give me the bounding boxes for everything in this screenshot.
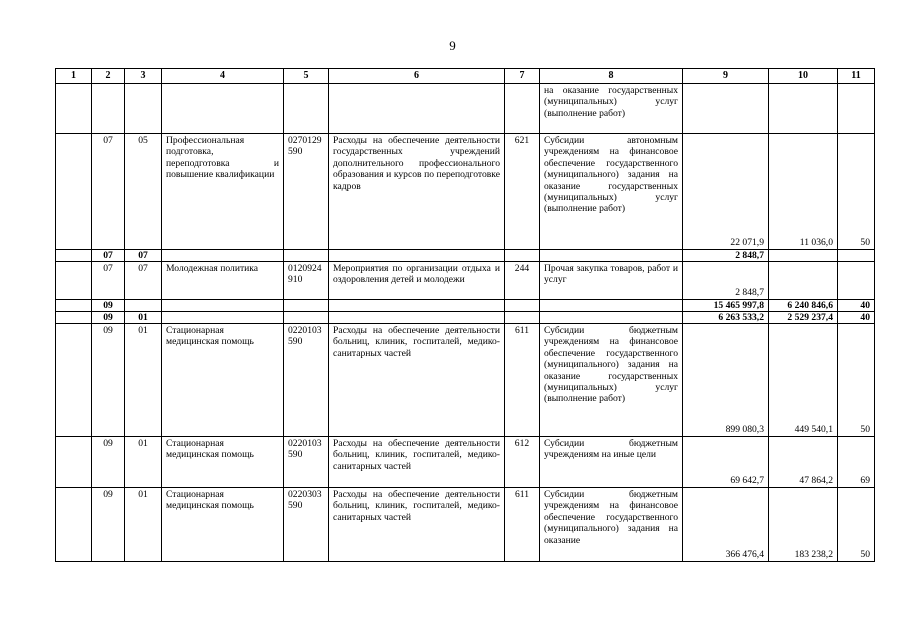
- cell-col1: [56, 250, 92, 262]
- cell-col1: [56, 324, 92, 437]
- cell-purpose: [329, 84, 505, 134]
- cell-section: 09: [92, 437, 125, 488]
- cell-kind-name: [540, 312, 683, 324]
- header-cell-4: 4: [162, 69, 284, 84]
- cell-purpose: Мероприятия по организации отдыха и оздоровления детей и молодежи: [329, 262, 505, 300]
- cell-kind-code: [505, 312, 540, 324]
- cell-plan: 69 642,7: [683, 437, 769, 488]
- cell-plan: 366 476,4: [683, 488, 769, 562]
- cell-col1: [56, 134, 92, 250]
- cell-subsection: 07: [125, 262, 162, 300]
- cell-kind-code: [505, 84, 540, 134]
- cell-subsection: [125, 84, 162, 134]
- cell-section: 07: [92, 134, 125, 250]
- cell-plan: 899 080,3: [683, 324, 769, 437]
- cell-target-code: [284, 250, 329, 262]
- cell-target-code: 0220103590: [284, 324, 329, 437]
- cell-kind-code: 621: [505, 134, 540, 250]
- header-cell-1: 1: [56, 69, 92, 84]
- header-cell-8: 8: [540, 69, 683, 84]
- cell-plan: 2 848,7: [683, 262, 769, 300]
- cell-target-code: 0120924910: [284, 262, 329, 300]
- header-cell-6: 6: [329, 69, 505, 84]
- cell-name: [162, 250, 284, 262]
- cell-kind-name: на оказание государственных (муниципальных) услуг (выполнение работ): [540, 84, 683, 134]
- table-row: [56, 300, 875, 312]
- header-cell-10: 10: [769, 69, 838, 84]
- cell-actual: [769, 250, 838, 262]
- header-cell-2: 2: [92, 69, 125, 84]
- cell-col1: [56, 262, 92, 300]
- cell-percent: 50: [838, 488, 875, 562]
- cell-section: 09: [92, 488, 125, 562]
- cell-subsection: 01: [125, 312, 162, 324]
- cell-plan: 6 263 533,2: [683, 312, 769, 324]
- cell-purpose: Расходы на обеспечение деятельности больниц, клиник, госпиталей, медико-санитарных частей: [329, 488, 505, 562]
- table-row: [56, 437, 875, 488]
- cell-percent: [838, 84, 875, 134]
- cell-purpose: Расходы на обеспечение деятельности государственных учреждений дополнительного профессионального образования и курсов по переподготовке кадров: [329, 134, 505, 250]
- cell-plan: [683, 84, 769, 134]
- budget-table: [55, 68, 875, 562]
- cell-col1: [56, 84, 92, 134]
- table-row: [56, 84, 875, 134]
- cell-purpose: Расходы на обеспечение деятельности больниц, клиник, госпиталей, медико-санитарных частей: [329, 324, 505, 437]
- cell-purpose: [329, 300, 505, 312]
- cell-name: Стационарная медицинская помощь: [162, 488, 284, 562]
- cell-name: [162, 84, 284, 134]
- cell-purpose: Расходы на обеспечение деятельности больниц, клиник, госпиталей, медико-санитарных частей: [329, 437, 505, 488]
- cell-name: Молодежная политика: [162, 262, 284, 300]
- cell-kind-code: 612: [505, 437, 540, 488]
- cell-section: 09: [92, 312, 125, 324]
- cell-col1: [56, 437, 92, 488]
- cell-name: Профессиональная подготовка, переподготовка и повышение квалификации: [162, 134, 284, 250]
- header-cell-11: 11: [838, 69, 875, 84]
- cell-actual: [769, 262, 838, 300]
- cell-subsection: 07: [125, 250, 162, 262]
- cell-kind-code: [505, 250, 540, 262]
- table-row: [56, 134, 875, 250]
- cell-section: 09: [92, 300, 125, 312]
- cell-name: [162, 312, 284, 324]
- cell-section: 07: [92, 250, 125, 262]
- cell-actual: 6 240 846,6: [769, 300, 838, 312]
- cell-col1: [56, 312, 92, 324]
- cell-plan: 22 071,9: [683, 134, 769, 250]
- cell-kind-name: Субсидии автономным учреждениям на финансовое обеспечение государственного (муниципального) задания на оказание государственных (муниципальных) услуг (выполнение работ): [540, 134, 683, 250]
- table-row: [56, 488, 875, 562]
- header-cell-5: 5: [284, 69, 329, 84]
- table-row: [56, 324, 875, 437]
- cell-kind-code: [505, 300, 540, 312]
- cell-percent: [838, 262, 875, 300]
- cell-kind-name: Прочая закупка товаров, работ и услуг: [540, 262, 683, 300]
- cell-target-code: [284, 312, 329, 324]
- cell-percent: 40: [838, 312, 875, 324]
- table-row: [56, 262, 875, 300]
- cell-actual: 183 238,2: [769, 488, 838, 562]
- cell-section: 07: [92, 262, 125, 300]
- cell-plan: 2 848,7: [683, 250, 769, 262]
- cell-purpose: [329, 250, 505, 262]
- cell-subsection: 05: [125, 134, 162, 250]
- cell-actual: 11 036,0: [769, 134, 838, 250]
- header-row: [56, 69, 875, 84]
- cell-kind-code: 611: [505, 324, 540, 437]
- cell-purpose: [329, 312, 505, 324]
- page-number: 9: [449, 38, 456, 53]
- header-cell-9: 9: [683, 69, 769, 84]
- cell-kind-name: Субсидии бюджетным учреждениям на финансовое обеспечение государственного (муниципального) задания на оказание: [540, 488, 683, 562]
- cell-section: [92, 84, 125, 134]
- header-cell-3: 3: [125, 69, 162, 84]
- cell-target-code: 0220103590: [284, 437, 329, 488]
- cell-kind-name: [540, 250, 683, 262]
- cell-plan: 15 465 997,8: [683, 300, 769, 312]
- cell-actual: [769, 84, 838, 134]
- cell-kind-name: [540, 300, 683, 312]
- cell-kind-code: 611: [505, 488, 540, 562]
- cell-subsection: 01: [125, 437, 162, 488]
- cell-kind-name: Субсидии бюджетным учреждениям на иные цели: [540, 437, 683, 488]
- cell-name: [162, 300, 284, 312]
- cell-percent: 50: [838, 134, 875, 250]
- cell-section: 09: [92, 324, 125, 437]
- cell-target-code: [284, 84, 329, 134]
- cell-percent: 69: [838, 437, 875, 488]
- cell-kind-code: 244: [505, 262, 540, 300]
- cell-actual: 47 864,2: [769, 437, 838, 488]
- cell-actual: 2 529 237,4: [769, 312, 838, 324]
- cell-col1: [56, 488, 92, 562]
- cell-col1: [56, 300, 92, 312]
- cell-name: Стационарная медицинская помощь: [162, 324, 284, 437]
- table-row: [56, 250, 875, 262]
- cell-target-code: 0270129590: [284, 134, 329, 250]
- cell-kind-name: Субсидии бюджетным учреждениям на финансовое обеспечение государственного (муниципального) задания на оказание государственных (муниципальных) услуг (выполнение работ): [540, 324, 683, 437]
- cell-percent: 40: [838, 300, 875, 312]
- cell-percent: [838, 250, 875, 262]
- cell-subsection: 01: [125, 324, 162, 437]
- cell-target-code: 0220303590: [284, 488, 329, 562]
- cell-name: Стационарная медицинская помощь: [162, 437, 284, 488]
- header-cell-7: 7: [505, 69, 540, 84]
- cell-subsection: 01: [125, 488, 162, 562]
- cell-percent: 50: [838, 324, 875, 437]
- table-row: [56, 312, 875, 324]
- cell-subsection: [125, 300, 162, 312]
- cell-target-code: [284, 300, 329, 312]
- cell-actual: 449 540,1: [769, 324, 838, 437]
